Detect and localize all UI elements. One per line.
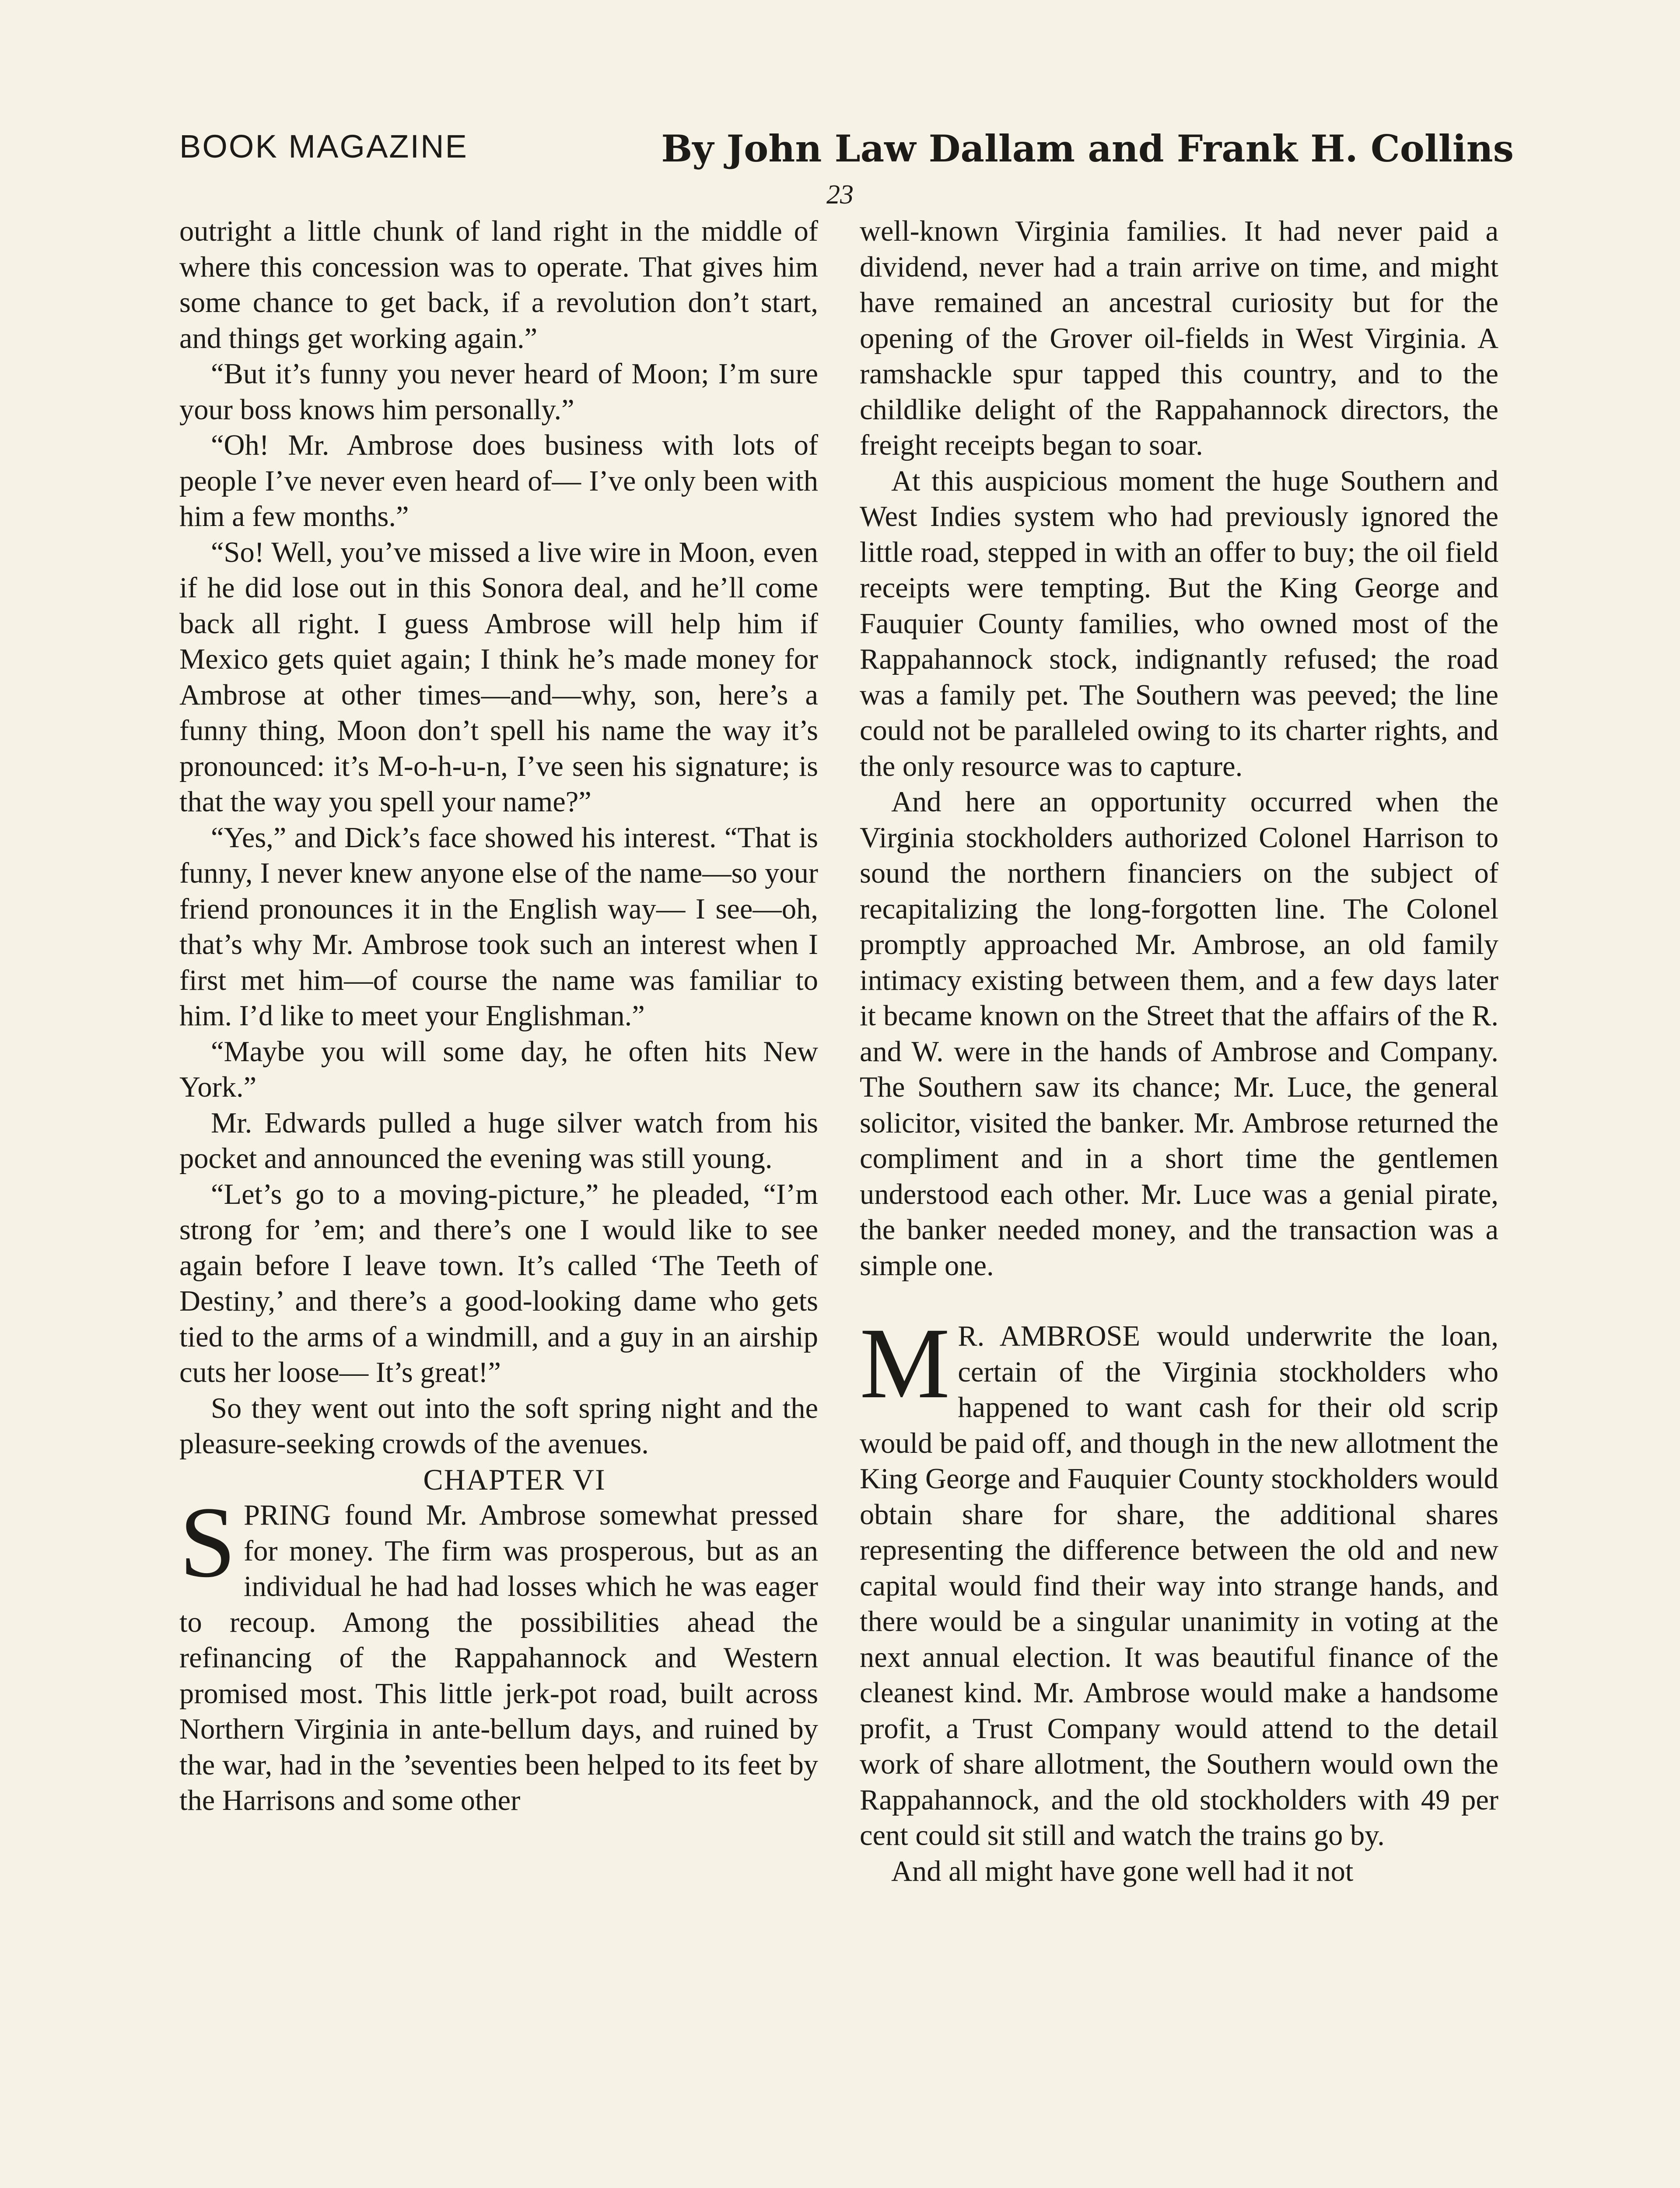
section-opening-paragraph [860,1307,1498,1854]
paragraph: “So! Well, you’ve missed a live wire in Moon, even if he did lose out in this Sonora deal, and he’ll come back all right. I guess Ambrose will help him if Mexico gets quiet again; I think he’s made money for Ambrose at other times—and—why, son, here’s a funny thing, Moon don’t spell his name the way it’s pronounced: it’s M-o-h-u-n, I’ve seen his signature; is that the way you spell your name?” [179,536,818,818]
paragraph: And here an opportunity occurred when the Virginia stockholders authorized Colonel Harrison to sound the northern financiers on the subject of recapitalizing the long-forgotten line. The Colonel promptly approached Mr. Ambrose, an old family intimacy existing between them, and a few days later it became known on the Street that the affairs of the R. and W. were in the hands of Ambrose and Company. The Southern saw its chance; Mr. Luce, the general solicitor, visited the banker. Mr. Ambrose returned the compliment and in a short time the gentlemen understood each other. Mr. Luce was a genial pirate, the banker needed money, and the transaction was a simple one. [860,786,1498,1282]
paragraph: well-known Virginia families. It had never paid a dividend, never had a train arrive on time, and might have remained an ancestral curiosity but for the opening of the Grover oil-fields in West Virginia. A ramshackle spur tapped this country, and to the childlike delight of the Rappahannock directors, the freight receipts began to soar. [860,215,1498,461]
left-column [179,214,818,1819]
paragraph-text: R. AMBROSE would underwrite the loan, certain of the Virginia stockholders who happened to want cash for their old scrip would be paid off, and though in the new allotment the King George and Fauquier County stockholders would obtain share for share, the additional shares representing the difference between the old and new capital would find their way into strange hands, and there would be a singular unanimity in voting at the next annual election. It was beautiful finance of the cleanest kind. Mr. Ambrose would make a handsome profit, a Trust Company would attend to the detail work of share allotment, the Southern would own the Rappahannock, and the old stockholders with 49 per cent could sit still and watch the trains go by. [860,1320,1498,1851]
chapter-heading: CHAPTER VI [423,1462,606,1496]
author-byline: By John Law Dallam and Frank H. Collins [661,127,1514,170]
paragraph: At this auspicious moment the huge Southern and West Indies system who had previously ignored the little road, stepped in with an offer to buy; the oil field receipts were tempting. But the King George and Fauquier County families, who owned most of the Rappahannock stock, indignantly refused; the road was a family pet. The Southern was peeved; the line could not be paralleled owing to its charter rights, and the only resource was to capture. [860,465,1498,782]
paragraph: outright a little chunk of land right in the middle of where this concession was to operate. That gives him some chance to get back, if a revolution don’t start, and things get working again.” [179,215,818,354]
drop-cap: M [860,1307,950,1420]
paragraph: “Yes,” and Dick’s face showed his interest. “That is funny, I never knew anyone else of the name—so your friend pronounces it in the English way— I see—oh, that’s why Mr. Ambrose took such an interest when I first met him—of course the name was familiar to him. I’d like to meet your Englishman.” [179,821,818,1032]
paragraph: So they went out into the soft spring night and the pleasure-seeking crowds of the avenues. [179,1392,818,1460]
magazine-title: BOOK MAGAZINE [179,128,468,165]
paragraph: Mr. Edwards pulled a huge silver watch from his pocket and announced the evening was still young. [179,1107,818,1175]
chapter-opening-paragraph [179,1486,818,1819]
paragraph: “Oh! Mr. Ambrose does business with lots of people I’ve never even heard of— I’ve only been with him a few months.” [179,429,818,533]
paragraph: “Maybe you will some day, he often hits New York.” [179,1035,818,1103]
running-header [179,123,1514,188]
paragraph-text: PRING found Mr. Ambrose somewhat pressed for money. The firm was prosperous, but as an individual he had had losses which he was eager to recoup. Among the possibilities ahead the refinancing of the Rappahannock and Western promised most. This little jerk-pot road, built across Northern Virginia in ante-bellum days, and ruined by the war, had in the ’seventies been helped to its feet by the Harrisons and some other [179,1499,818,1816]
page-number: 23 [826,180,854,210]
paragraph: “But it’s funny you never heard of Moon; I’m sure your boss knows him personally.” [179,358,818,426]
paragraph: “Let’s go to a moving-picture,” he pleaded, “I’m strong for ’em; and there’s one I would like to see again before I leave town. It’s called ‘The Teeth of Destiny,’ and there’s a good-looking dame who gets tied to the arms of a windmill, and a guy in an airship cuts her loose— It’s great!” [179,1178,818,1389]
section-break [860,1283,1498,1318]
paragraph: And all might have gone well had it not [891,1855,1354,1887]
drop-cap: S [179,1486,236,1599]
right-column [860,214,1498,1889]
